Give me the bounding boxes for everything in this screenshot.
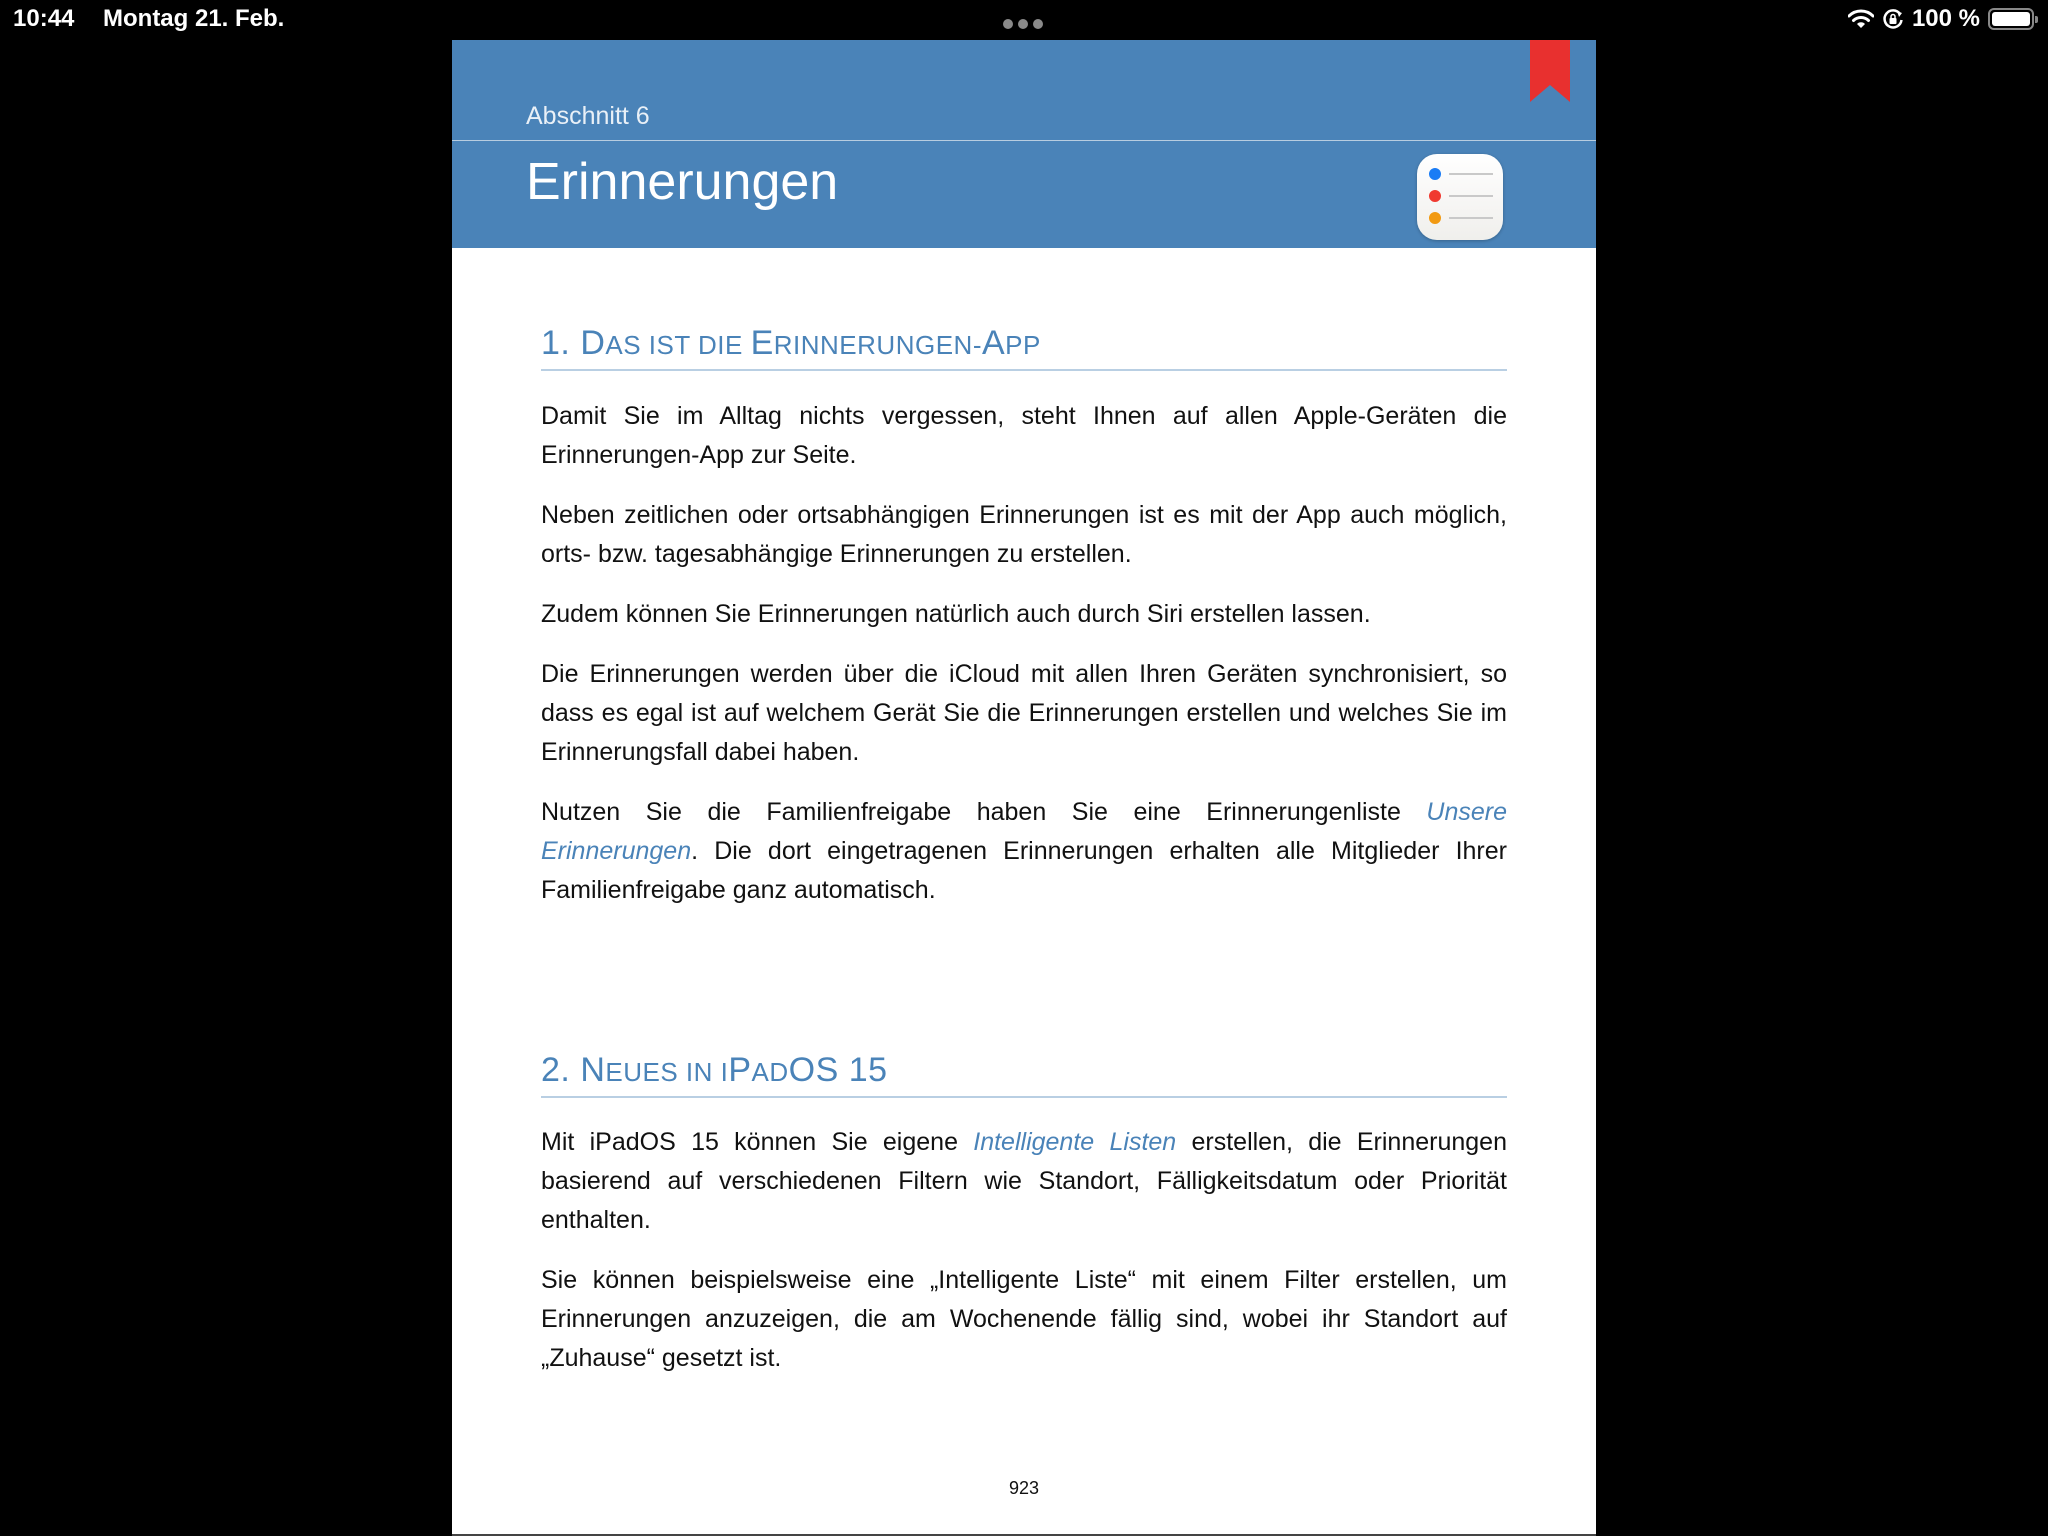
text-run: erstellen, die Erinnerungen basierend auf verschiedenen Filtern wie Standort, Fälligkeitsdatum oder Priorität enthalten. (541, 1128, 1507, 1234)
heading-part: A (981, 324, 1006, 362)
section-number: 1. (541, 324, 571, 362)
section-number: 2. (541, 1051, 571, 1089)
multitasking-dots-icon[interactable] (1003, 19, 1043, 29)
paragraph: Neben zeitlichen oder ortsabhängigen Erinnerungen ist es mit der App auch möglich, orts- bzw. tagesabhängige Erinnerungen zu erstellen. (541, 501, 1507, 568)
heading-part: AS IST DIE (605, 330, 751, 360)
heading-part: OS 15 (788, 1051, 888, 1089)
battery-icon (1988, 8, 2034, 30)
section-heading-1 (541, 324, 1507, 371)
paragraph: Zudem können Sie Erinnerungen natürlich auch durch Siri erstellen lassen. (541, 600, 1371, 628)
chapter-header (452, 40, 1596, 248)
text-run: Mit iPadOS 15 können Sie eigene (541, 1128, 974, 1156)
chapter-title: Erinnerungen (526, 153, 839, 211)
heading-part: E (750, 324, 774, 362)
heading-part: EUES IN I (605, 1057, 729, 1087)
heading-part: P (728, 1051, 752, 1089)
paragraph: Die Erinnerungen werden über die iCloud mit allen Ihren Geräten synchronisiert, so dass es egal ist auf welchem Gerät Sie die Erinnerungen erstellen und welches Sie im Erinnerungsfall dabei haben. (541, 660, 1507, 766)
page-number: 923 (1008, 1478, 1040, 1498)
heading-part: N (580, 1051, 606, 1089)
book-page[interactable] (452, 40, 1596, 1536)
paragraph (541, 793, 1507, 910)
text-run: Nutzen Sie die Familienfreigabe haben Sie eine Erinnerungenliste (541, 798, 1427, 826)
heading-part: RINNERUNGEN- (773, 330, 982, 360)
paragraph: Sie können beispielsweise eine „Intelligente Liste“ mit einem Filter erstellen, um Erinnerungen anzuzeigen, die am Wochenende fällig sind, wobei ihr Standort auf „Zuhause“ gesetzt ist. (541, 1266, 1507, 1372)
status-time: 10:44 (13, 5, 75, 32)
battery-percent: 100 % (1911, 5, 1980, 32)
paragraph (541, 1123, 1507, 1240)
section-label: Abschnitt 6 (526, 102, 650, 130)
link-unsere-erinnerungen[interactable]: Unsere Erinnerungen (541, 798, 1507, 865)
heading-part: D (580, 324, 606, 362)
reminders-app-icon (1417, 154, 1503, 240)
section-heading-2 (541, 1051, 1507, 1098)
paragraph: Damit Sie im Alltag nichts vergessen, steht Ihnen auf allen Apple-Geräten die Erinnerungen-App zur Seite. (541, 402, 1507, 469)
heading-part: AD (751, 1057, 789, 1087)
header-divider (452, 140, 1596, 141)
text-run: . Die dort eingetragenen Erinnerungen erhalten alle Mitglieder Ihrer Familienfreigabe ganz automatisch. (541, 837, 1507, 904)
status-date: Montag 21. Feb. (103, 5, 285, 32)
link-intelligente-listen[interactable]: Intelligente Listen (973, 1128, 1177, 1156)
wifi-icon (1848, 8, 1874, 30)
bookmark-icon[interactable] (1530, 40, 1570, 102)
status-bar (0, 0, 2048, 40)
rotation-lock-icon (1882, 8, 1904, 30)
heading-part: PP (1005, 330, 1041, 360)
